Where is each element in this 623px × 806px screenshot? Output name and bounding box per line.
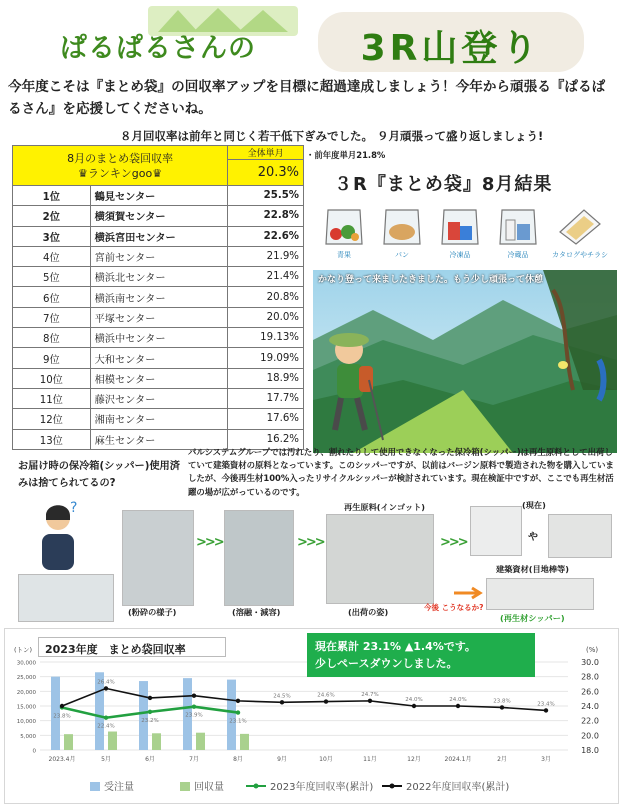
data-point: [544, 708, 548, 712]
goods-icons: [316, 200, 616, 272]
x-tick: 5月: [101, 756, 111, 763]
caption-ingot: (出荷の姿): [348, 607, 389, 617]
x-tick: 7月: [189, 756, 199, 763]
caption-now: (現在): [522, 500, 546, 510]
header-badge: 3R山登り: [360, 28, 542, 69]
ranking-row: [13, 186, 304, 206]
goods-label-vegetable: 青果: [337, 251, 351, 259]
x-tick: 2023.4月: [48, 756, 76, 763]
ranking-rate: 21.4%: [228, 267, 304, 287]
ranking-row: [13, 368, 304, 388]
data-label: 24.5%: [273, 693, 291, 700]
ranking-center: 湘南センター: [90, 409, 228, 429]
data-point: [104, 686, 108, 690]
y-left-tick: 30,000: [16, 660, 36, 667]
ranking-row: [13, 226, 304, 246]
caption-or: や: [528, 532, 538, 543]
legend-label: 受注量: [104, 782, 134, 793]
legend-swatch: [180, 782, 190, 791]
legend-label: 2023年度回収率(累計): [270, 782, 374, 793]
data-point: [60, 704, 64, 708]
bar: [227, 680, 236, 750]
x-tick: 2月: [497, 756, 507, 763]
overall-label: 全体単月: [228, 146, 304, 160]
caption-melt: (溶融・減容): [232, 607, 281, 617]
y-right-tick: 28.0: [581, 672, 599, 682]
shipper-box-photo: [18, 574, 114, 622]
data-point: [148, 696, 152, 700]
crown-icon: ♛: [152, 166, 163, 180]
ranking-table: [12, 145, 304, 450]
data-point: [192, 694, 196, 698]
ranking-rank: 12位: [13, 409, 91, 429]
crown-icon: ♛: [78, 166, 88, 180]
intro-text: 今年度こそは『まとめ袋』の回収率アップを目標に超過達成しましょう！今年から頑張る『ぱるぱるさん』を応援してくださいね。: [8, 79, 606, 117]
goods-label-bread: パン: [395, 251, 409, 259]
data-point: [148, 710, 152, 714]
ranking-row: [13, 409, 304, 429]
joint-rod-photo: [548, 514, 612, 558]
goods-label-catalog: カタログやチラシ: [552, 251, 608, 259]
data-point: [412, 704, 416, 708]
arrow-icon: >>>: [297, 535, 324, 550]
ranking-center: 麻生センター: [90, 429, 228, 449]
ranking-center: 宮前センター: [90, 246, 228, 266]
bag-vegetable: [316, 202, 372, 260]
summary-line: ８月回収率は前年と同じく若干低下ぎみでした。 ９月頑張って盛り返しましょう!: [120, 129, 544, 143]
y-right-unit: (%): [586, 646, 599, 654]
ranking-center: 平塚センター: [90, 307, 228, 327]
previous-year-note: ・前年度単月21.8%: [306, 150, 386, 160]
ranking-rank: 11位: [13, 388, 91, 408]
goods-label-chilled: 冷蔵品: [507, 251, 529, 259]
ranking-rank: 10位: [13, 368, 91, 388]
bar: [152, 733, 161, 750]
ranking-rank: 1位: [13, 186, 91, 206]
legend-swatch: [390, 784, 395, 789]
ranking-title-line1: 8月のまとめ袋回収率: [67, 151, 174, 165]
y-left-unit: (トン): [14, 646, 33, 654]
legend-swatch: [90, 782, 100, 791]
data-label: 23.8%: [493, 698, 511, 705]
x-tick: 11月: [363, 756, 377, 763]
ranking-rate: 18.9%: [228, 368, 304, 388]
y-left-tick: 0: [32, 748, 36, 755]
ranking-rank: 7位: [13, 307, 91, 327]
x-tick: 6月: [145, 756, 155, 763]
data-label: 22.4%: [97, 723, 115, 730]
ranking-row: [13, 287, 304, 307]
catalog: [548, 202, 612, 260]
data-point: [500, 705, 504, 709]
ranking-rank: 13位: [13, 429, 91, 449]
y-right-tick: 22.0: [581, 716, 599, 726]
crush-photo: [122, 510, 194, 606]
scene-caption: かなり登って来ましたきました。もう少し頑張って休憩: [318, 275, 544, 285]
data-label: 24.7%: [361, 691, 379, 698]
data-label: 26.4%: [97, 679, 115, 686]
ranking-rate: 19.09%: [228, 348, 304, 368]
y-right-tick: 24.0: [581, 702, 599, 711]
chilled-bag-icon: [496, 202, 540, 248]
x-tick: 3月: [541, 756, 551, 763]
ranking-rows: [13, 186, 304, 450]
ranking-rank: 2位: [13, 206, 91, 226]
bag-bread: [374, 202, 430, 260]
ranking-rate: 20.8%: [228, 287, 304, 307]
y-right-tick: 26.0: [581, 687, 599, 697]
x-tick: 12月: [407, 756, 421, 763]
ranking-rank: 4位: [13, 246, 91, 266]
ranking-row: [13, 348, 304, 368]
caption-future: 今後 こうなるか?: [424, 603, 484, 612]
data-point: [192, 705, 196, 709]
result-title: ３R『まとめ袋』8月結果: [334, 174, 553, 195]
ranking-rank: 6位: [13, 287, 91, 307]
chart-callout-line2: 少しペースダウンしました。: [315, 657, 458, 670]
y-left-tick: 15,000: [16, 704, 36, 711]
ranking-rate: 17.7%: [228, 388, 304, 408]
legend-label: 2022年度回収率(累計): [406, 782, 510, 793]
ranking-rate: 20.0%: [228, 307, 304, 327]
mountain-illustration: [313, 270, 617, 453]
recycled-shipper-photo: [486, 578, 594, 610]
y-right-tick: 20.0: [581, 731, 599, 741]
data-label: 24.0%: [449, 697, 467, 703]
ranking-rank: 9位: [13, 348, 91, 368]
y-left-tick: 10,000: [16, 719, 36, 726]
ranking-row: [13, 328, 304, 348]
ranking-rate: 17.6%: [228, 409, 304, 429]
arrow-icon: >>>: [196, 535, 223, 550]
ranking-rate: 19.13%: [228, 328, 304, 348]
ranking-center: 横浜宮田センター: [90, 226, 228, 246]
data-point: [280, 700, 284, 704]
data-point: [456, 704, 460, 708]
y-left-tick: 5,000: [20, 733, 36, 740]
caption-recycled: (再生材シッパー): [500, 613, 565, 623]
frozen-bag-icon: [438, 202, 482, 248]
building-material-photo: [470, 506, 522, 556]
data-label: 23.4%: [537, 701, 555, 708]
ranking-rate: 16.2%: [228, 429, 304, 449]
ranking-rate: 22.6%: [228, 226, 304, 246]
data-label: 24.6%: [317, 692, 335, 699]
ranking-rate: 21.9%: [228, 246, 304, 266]
bar: [139, 681, 148, 750]
chart-callout-line1: 現在累計 23.1% ▲1.4%です。: [315, 640, 476, 653]
data-point: [324, 699, 328, 703]
ranking-center: 鶴見センター: [90, 186, 228, 206]
x-tick: 2024.1月: [444, 756, 472, 763]
bar: [64, 734, 73, 750]
ranking-title-line2: ランキンgoo: [87, 166, 153, 180]
caption-building: 建築資材(目地棒等): [496, 564, 569, 574]
chart-title: 2023年度 まとめ袋回収率: [38, 637, 226, 657]
caption-crush: (粉砕の様子): [128, 607, 177, 617]
caption-ingot-top: 再生原料(インゴット): [344, 502, 426, 512]
arrow-icon: >>>: [440, 535, 467, 550]
shipper-question: お届け時の保冷箱(シッパー)使用済みは捨てられてるの?: [18, 461, 180, 489]
data-point: [104, 716, 108, 720]
ranking-row: [13, 307, 304, 327]
arrow-right-icon: [452, 586, 486, 600]
bag-chilled: [490, 202, 546, 260]
ranking-rank: 5位: [13, 267, 91, 287]
y-right-tick: 30.0: [581, 658, 599, 667]
x-tick: 8月: [233, 756, 243, 763]
x-tick: 9月: [277, 756, 287, 763]
ranking-row: [13, 206, 304, 226]
svg-text:?: ?: [70, 500, 78, 516]
ranking-row: [13, 246, 304, 266]
melt-photo: [224, 510, 294, 606]
vegetable-bag-icon: [322, 202, 366, 248]
person-thinking-icon: [36, 500, 82, 574]
goods-label-frozen: 冷凍品: [449, 251, 471, 259]
catalog-icon: [554, 202, 606, 248]
ranking-rate: 25.5%: [228, 186, 304, 206]
ranking-center: 相模センター: [90, 368, 228, 388]
overall-rate: 20.3%: [228, 160, 304, 186]
legend-label: 回収量: [194, 782, 224, 793]
bar: [240, 734, 249, 750]
y-left-tick: 25,000: [16, 675, 36, 682]
bag-frozen: [432, 202, 488, 260]
header-title: ぱるぱるさんの: [60, 33, 256, 64]
bar: [196, 733, 205, 750]
legend-swatch: [254, 784, 259, 789]
y-left-tick: 20,000: [16, 689, 36, 696]
bar: [108, 732, 117, 750]
bread-bag-icon: [380, 202, 424, 248]
data-point: [368, 699, 372, 703]
ranking-rate: 22.8%: [228, 206, 304, 226]
ranking-center: 横浜南センター: [90, 287, 228, 307]
y-right-tick: 18.0: [581, 746, 599, 755]
ranking-rank: 3位: [13, 226, 91, 246]
chart-callout: [307, 633, 535, 677]
data-label: 23.1%: [229, 718, 247, 725]
data-label: 23.2%: [141, 717, 159, 724]
ranking-row: [13, 267, 304, 287]
data-point: [236, 699, 240, 703]
ranking-center: 大和センター: [90, 348, 228, 368]
ranking-center: 横浜中センター: [90, 328, 228, 348]
data-point: [236, 710, 240, 714]
x-tick: 10月: [319, 756, 333, 763]
ranking-row: [13, 388, 304, 408]
ranking-title: [13, 146, 228, 186]
ranking-rank: 8位: [13, 328, 91, 348]
ranking-center: 横浜北センター: [90, 267, 228, 287]
ranking-center: 藤沢センター: [90, 388, 228, 408]
ranking-center: 横須賀センター: [90, 206, 228, 226]
data-label: 23.8%: [53, 713, 71, 720]
data-label: 23.9%: [185, 712, 203, 719]
ingot-photo: [326, 514, 434, 604]
data-label: 24.0%: [405, 697, 423, 703]
shipper-paragraph: パルシステムグループでは汚れたり、割れたりして使用できなくなった保冷箱(シッパー)は再生原料として出荷していて建築資材の原料となっています。このシッパーですが、以前はバージン原料で製造された物を購入していましたが、今後再生材100%入ったリサイクルシッパーが検討されています。現在検証中ですが、ここでも再生材活躍の場が広がっているのです。: [188, 447, 614, 497]
